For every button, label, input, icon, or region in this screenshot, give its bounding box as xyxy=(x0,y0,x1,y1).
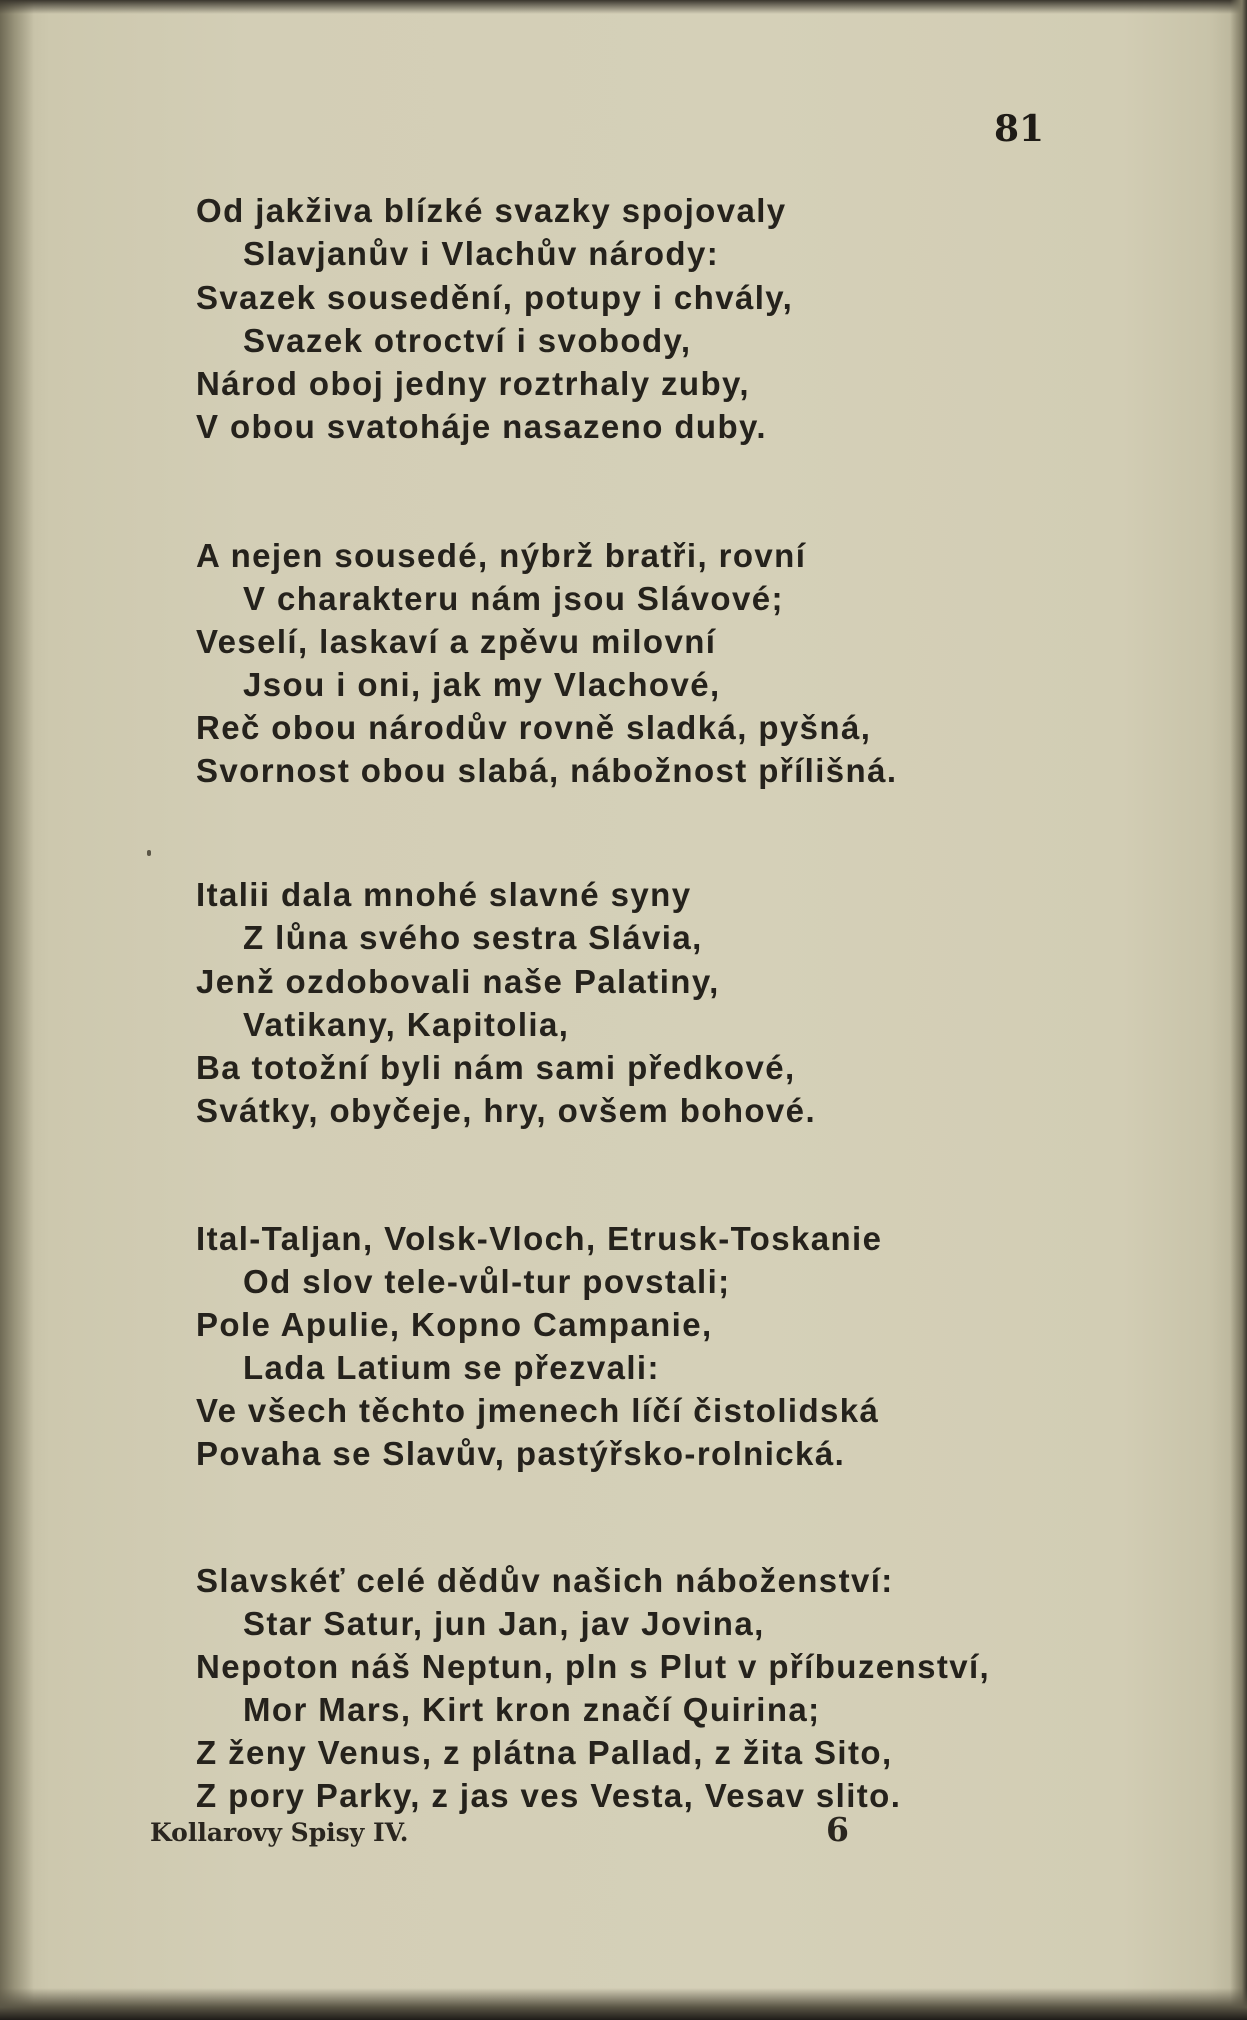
binding-shadow xyxy=(0,0,34,2020)
verse-line: Národ oboj jedny roztrhaly zuby, xyxy=(196,365,750,402)
bottom-edge-shadow xyxy=(0,1988,1247,2020)
footer-signature-title: Kollarovy Spisy IV. xyxy=(150,1818,409,1847)
verse-line: V charakteru nám jsou Slávové; xyxy=(243,580,784,617)
verse-line: A nejen sousedé, nýbrž bratři, rovní xyxy=(196,537,807,574)
verse-line: Reč obou národův rovně sladká, pyšná, xyxy=(196,709,872,746)
verse-line: Z pory Parky, z jas ves Vesta, Vesav slito. xyxy=(196,1777,902,1814)
verse-line: Jenž ozdobovali naše Palatiny, xyxy=(196,963,720,1000)
ink-speck xyxy=(147,850,151,856)
verse-line: Pole Apulie, Kopno Campanie, xyxy=(196,1306,713,1343)
verse-line: Lada Latium se přezvali: xyxy=(243,1349,660,1386)
page-number: 81 xyxy=(994,108,1045,150)
verse-line: Jsou i oni, jak my Vlachové, xyxy=(243,666,721,703)
top-edge-shadow xyxy=(0,0,1247,14)
verse-line: Svornost obou slabá, nábožnost přílišná. xyxy=(196,752,898,789)
verse-line: Star Satur, jun Jan, jav Jovina, xyxy=(243,1605,765,1642)
verse-line: Italii dala mnohé slavné syny xyxy=(196,876,692,913)
verse-line: V obou svatoháje nasazeno duby. xyxy=(196,408,767,445)
verse-line: Od slov tele-vůl-tur povstali; xyxy=(243,1263,731,1300)
verse-line: Z ženy Venus, z plátna Pallad, z žita Sito, xyxy=(196,1734,893,1771)
verse-line: Z lůna svého sestra Slávia, xyxy=(243,919,703,956)
verse-line: Nepoton náš Neptun, pln s Plut v příbuzenství, xyxy=(196,1648,991,1685)
verse-line: Od jakživa blízké svazky spojovaly xyxy=(196,192,787,229)
verse-line: Ba totožní byli nám sami předkové, xyxy=(196,1049,796,1086)
verse-line: Ve všech těchto jmenech líčí čistolidská xyxy=(196,1392,880,1429)
verse-line: Veselí, laskaví a zpěvu milovní xyxy=(196,623,717,660)
verse-line: Mor Mars, Kirt kron značí Quirina; xyxy=(243,1691,821,1728)
verse-line: Povaha se Slavův, pastýřsko-rolnická. xyxy=(196,1435,846,1472)
verse-line: Svazek otroctví i svobody, xyxy=(243,322,692,359)
verse-line: Slavjanův i Vlachův národy: xyxy=(243,235,720,272)
footer-sheet-number: 6 xyxy=(826,1810,849,1849)
right-edge-shadow xyxy=(1230,0,1247,2020)
verse-line: Slavskéť celé dědův našich náboženství: xyxy=(196,1562,894,1599)
verse-line: Ital-Taljan, Volsk-Vloch, Etrusk-Toskanie xyxy=(196,1220,883,1257)
verse-line: Svátky, obyčeje, hry, ovšem bohové. xyxy=(196,1092,817,1129)
verse-line: Svazek sousedění, potupy i chvály, xyxy=(196,279,794,316)
verse-line: Vatikany, Kapitolia, xyxy=(243,1006,570,1043)
